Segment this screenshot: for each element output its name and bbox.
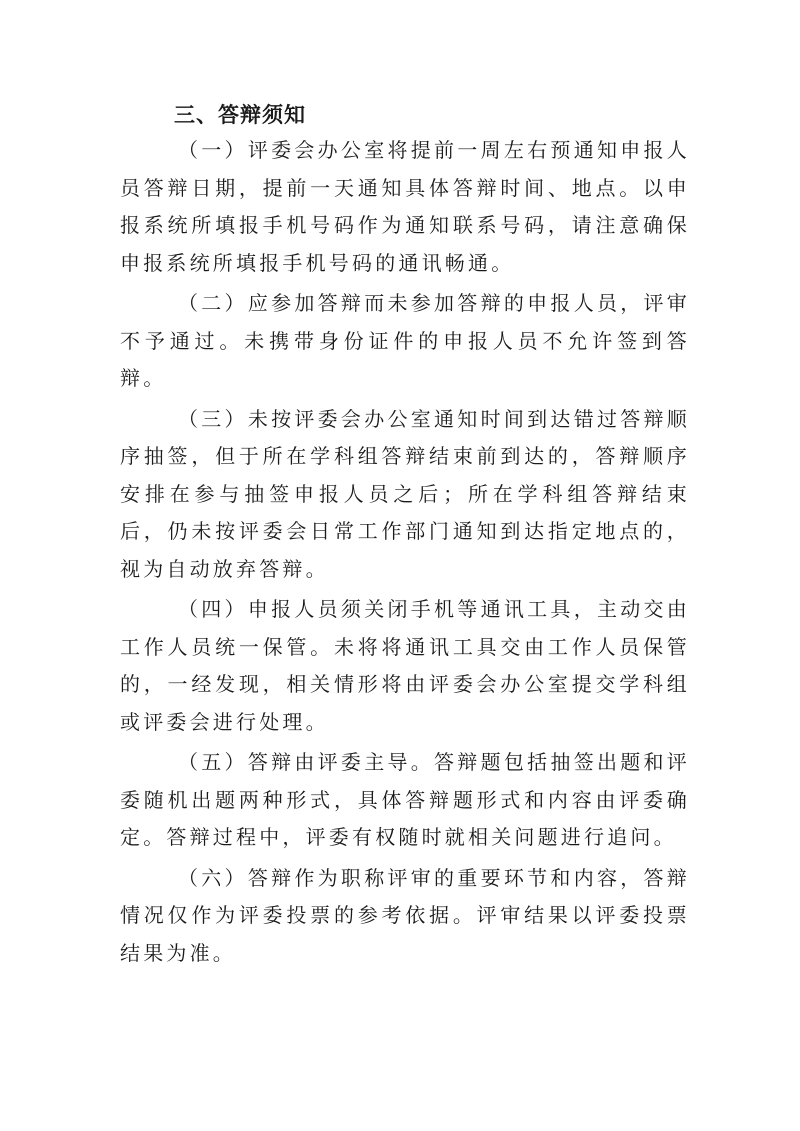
document-page: [120, 98, 690, 972]
paragraph-4: （四）申报人员须关闭手机等通讯工具，主动交由工作人员统一保管。未将将通讯工具交由工作人员保管的，一经发现，相关情形将由评委会办公室提交学科组或评委会进行处理。: [120, 597, 690, 734]
paragraph-5: （五）答辩由评委主导。答辩题包括抽签出题和评委随机出题两种形式，具体答辩题形式和内容由评委确定。答辩过程中，评委有权随时就相关问题进行追问。: [120, 750, 690, 849]
paragraph-3: （三）未按评委会办公室通知时间到达错过答辩顺序抽签，但于所在学科组答辩结束前到达的，答辩顺序安排在参与抽签申报人员之后；所在学科组答辩结束后，仍未按评委会日常工作部门通知到达指定地点的，视为自动放弃答辩。: [120, 406, 690, 581]
section-heading: 三、答辩须知: [174, 103, 306, 127]
paragraph-1: （一）评委会办公室将提前一周左右预通知申报人员答辩日期，提前一天通知具体答辩时间、地点。以申报系统所填报手机号码作为通知联系号码，请注意确保申报系统所填报手机号码的通讯畅通。: [120, 138, 690, 275]
paragraph-2: （二）应参加答辩而未参加答辩的申报人员，评审不予通过。未携带身份证件的申报人员不允许签到答辩。: [120, 291, 690, 390]
paragraph-6: （六）答辩作为职称评审的重要环节和内容，答辩情况仅作为评委投票的参考依据。评审结果以评委投票结果为准。: [120, 865, 690, 965]
